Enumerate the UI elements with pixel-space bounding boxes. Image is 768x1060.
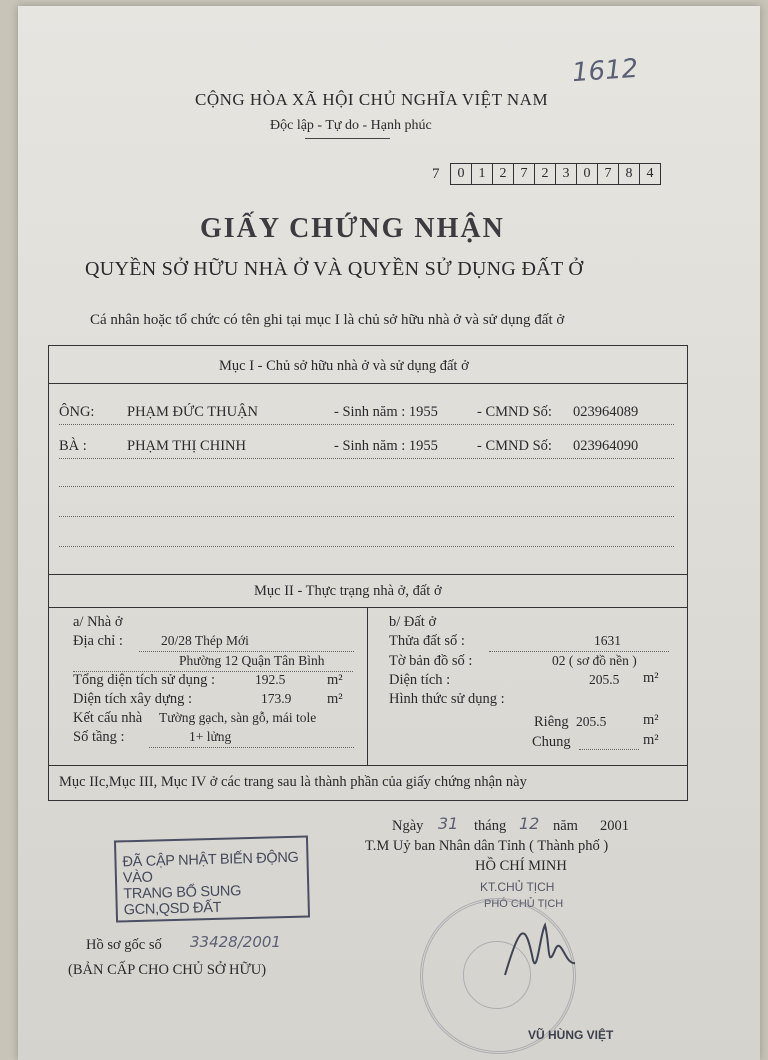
authority-city: HỒ CHÍ MINH xyxy=(475,858,567,874)
section2-footer: Mục IIc,Mục III, Mục IV ở các trang sau là thành phần của giấy chứng nhận này xyxy=(59,774,527,790)
dotted-line xyxy=(149,747,354,748)
record-number: 33428/2001 xyxy=(190,933,281,951)
map-value: 02 ( sơ đồ nền ) xyxy=(552,653,637,668)
owner2-id-label: - CMND Số: xyxy=(477,438,552,454)
serial-digit: 4 xyxy=(646,166,654,181)
section1-title: Mục I - Chủ sở hữu nhà ở và sử dụng đất ở xyxy=(219,358,469,374)
owner2-name: PHẠM THỊ CHINH xyxy=(127,438,246,454)
land-area-value: 205.5 xyxy=(589,672,620,687)
section2-title: Mục II - Thực trạng nhà ở, đất ở xyxy=(254,583,442,599)
column-divider xyxy=(367,607,368,765)
copy-note: (BẢN CẤP CHO CHỦ SỞ HỮU) xyxy=(68,962,267,978)
serial-digit: 3 xyxy=(556,164,577,184)
dotted-line xyxy=(59,424,674,425)
address-line1: 20/28 Thép Mới xyxy=(161,633,249,648)
serial-number-boxes xyxy=(450,163,661,185)
update-stamp xyxy=(114,835,310,922)
plot-value: 1631 xyxy=(594,633,621,648)
plot-label: Thửa đất số : xyxy=(389,633,465,649)
signer-name: VŨ HÙNG VIỆT xyxy=(528,1028,614,1042)
authority-role2: PHÓ CHỦ TỊCH xyxy=(484,898,564,910)
serial-digit: 1 xyxy=(472,164,493,184)
serial-digit: 2 xyxy=(535,164,556,184)
built-area-label: Diện tích xây dựng : xyxy=(73,691,193,707)
shared-unit: m² xyxy=(643,732,659,748)
date-day: 31 xyxy=(438,814,459,833)
address-label: Địa chỉ : xyxy=(73,633,123,649)
date-year-label: năm xyxy=(553,818,578,834)
owner2-prefix: BÀ : xyxy=(59,438,87,454)
built-area-unit: m² xyxy=(327,691,343,707)
serial-digit: 8 xyxy=(619,164,640,184)
serial-digit: 7 xyxy=(598,164,619,184)
divider xyxy=(49,574,687,575)
stamp-line2: TRANG BỔ SUNG GCN,QSD ĐẤT xyxy=(123,883,242,919)
address-line2: Phường 12 Quận Tân Bình xyxy=(179,653,325,668)
floors-label: Số tầng : xyxy=(73,729,125,745)
serial-digit: 0 xyxy=(577,164,598,184)
dotted-line xyxy=(579,749,639,750)
house-heading: a/ Nhà ở xyxy=(73,614,123,630)
dotted-line xyxy=(59,486,674,487)
date-month: 12 xyxy=(519,814,540,833)
signature xyxy=(495,905,585,985)
owner2-id-number: 023964090 xyxy=(573,438,639,454)
date-month-label: tháng xyxy=(474,818,507,834)
stamp-line1: ĐÃ CẬP NHẬT BIẾN ĐỘNG VÀO xyxy=(122,849,299,887)
record-label: Hồ sơ gốc số xyxy=(86,937,162,953)
land-area-unit: m² xyxy=(643,670,659,686)
dotted-line xyxy=(59,546,674,547)
nation-header: CỘNG HÒA XÃ HỘI CHỦ NGHĨA VIỆT NAM xyxy=(195,90,549,109)
authority-line: T.M Uỷ ban Nhân dân Tỉnh ( Thành phố ) xyxy=(365,838,609,854)
built-area-value: 173.9 xyxy=(261,691,292,706)
floor-area-value: 192.5 xyxy=(255,672,286,687)
owner1-id-number: 023964089 xyxy=(573,404,639,420)
date-prefix: Ngày xyxy=(392,818,424,834)
motto-underline xyxy=(305,138,390,139)
owner2-birth: - Sinh năm : 1955 xyxy=(334,438,438,454)
dotted-line xyxy=(139,651,354,652)
document-subtitle: QUYỀN SỞ HỮU NHÀ Ở VÀ QUYỀN SỬ DỤNG ĐẤT Ở xyxy=(85,258,584,280)
divider xyxy=(49,607,687,608)
land-heading: b/ Đất ở xyxy=(389,614,437,630)
structure-value: Tường gạch, sàn gỗ, mái tole xyxy=(159,710,317,725)
serial-digit: 2 xyxy=(493,164,514,184)
authority-role1: KT.CHỦ TỊCH xyxy=(480,880,555,894)
private-unit: m² xyxy=(643,712,659,728)
owner1-id-label: - CMND Số: xyxy=(477,404,552,420)
handwritten-number: 1612 xyxy=(571,53,640,89)
motto: Độc lập - Tự do - Hạnh phúc xyxy=(270,118,432,133)
private-label: Riêng xyxy=(534,714,569,730)
intro-text: Cá nhân hoặc tổ chức có tên ghi tại mục I là chủ sở hữu nhà ở và sử dụng đất ở xyxy=(90,312,565,328)
certificate-form xyxy=(48,345,688,801)
usage-label: Hình thức sử dụng : xyxy=(389,691,505,707)
floor-area-label: Tổng diện tích sử dụng : xyxy=(73,672,215,688)
document-title: GIẤY CHỨNG NHẬN xyxy=(200,213,505,244)
floors-value: 1+ lửng xyxy=(189,729,232,744)
floor-area-unit: m² xyxy=(327,672,343,688)
divider xyxy=(49,383,687,384)
divider xyxy=(49,765,687,766)
dotted-line xyxy=(59,516,674,517)
private-value: 205.5 xyxy=(576,714,607,729)
owner1-prefix: ÔNG: xyxy=(59,404,95,420)
shared-label: Chung xyxy=(532,734,571,750)
serial-digit: 7 xyxy=(514,164,535,184)
structure-label: Kết cấu nhà xyxy=(73,710,143,726)
map-label: Tờ bản đồ số : xyxy=(389,653,473,669)
land-area-label: Diện tích : xyxy=(389,672,451,688)
owner1-birth: - Sinh năm : 1955 xyxy=(334,404,438,420)
date-year: 2001 xyxy=(600,818,629,834)
dotted-line xyxy=(489,651,669,652)
dotted-line xyxy=(59,458,674,459)
serial-prefix: 7 xyxy=(432,166,440,182)
serial-digit: 0 xyxy=(451,164,472,184)
owner1-name: PHẠM ĐỨC THUẬN xyxy=(127,404,259,420)
